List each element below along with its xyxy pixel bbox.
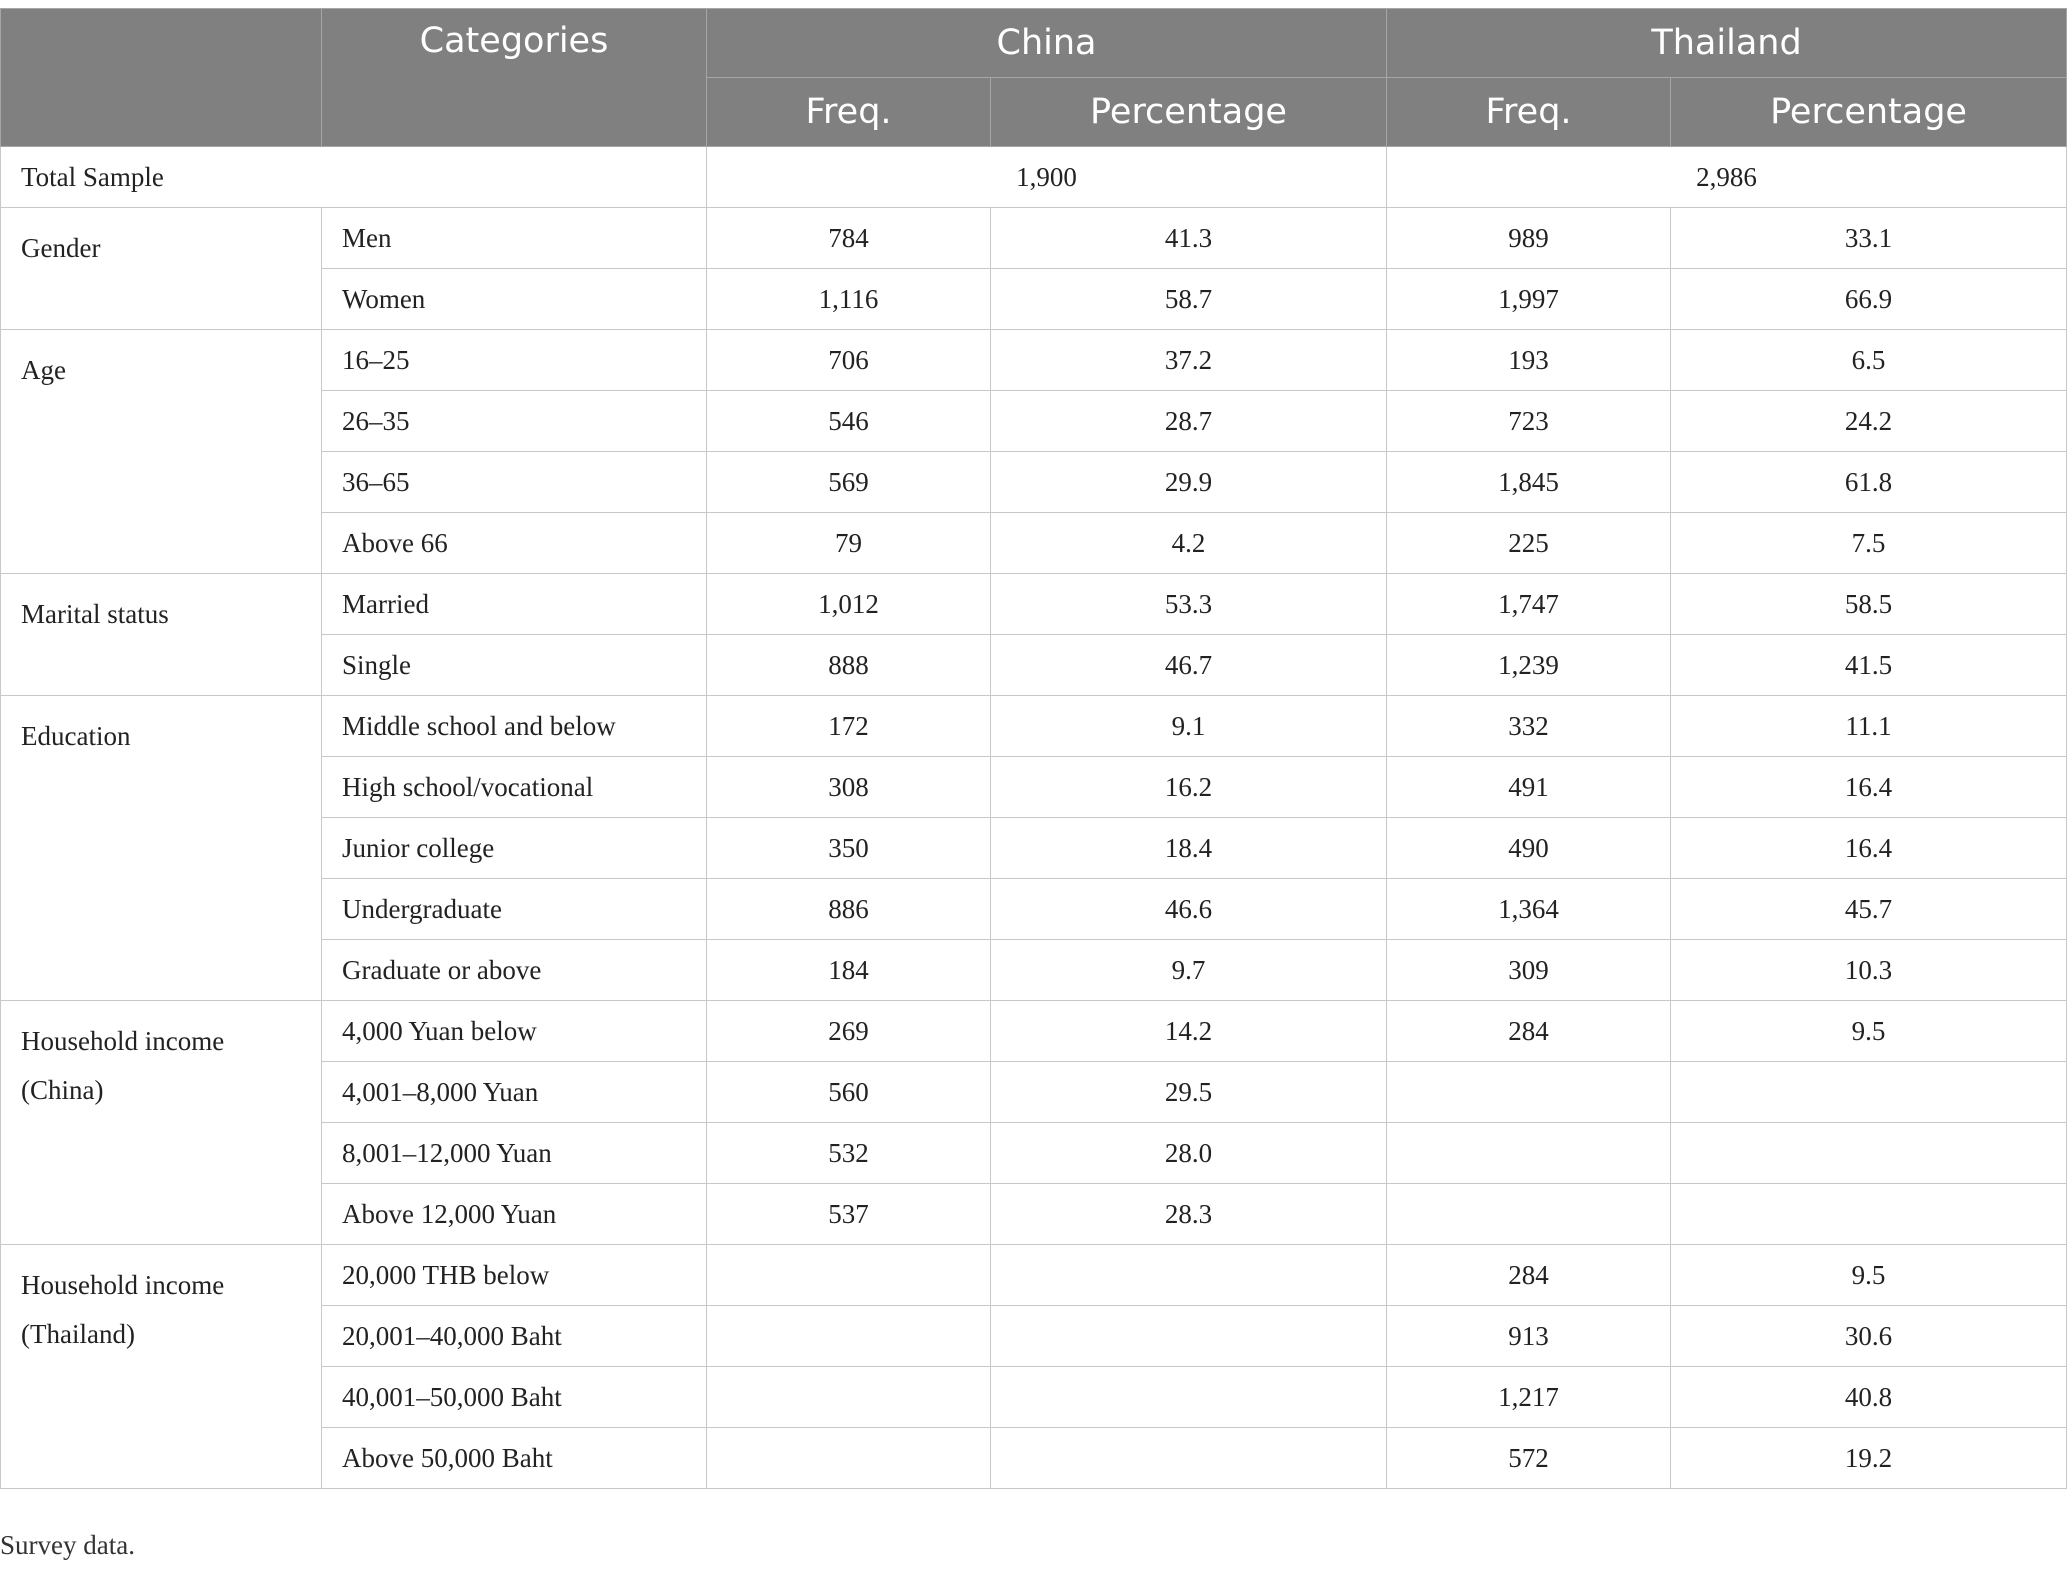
china-percentage-cell bbox=[991, 1245, 1387, 1306]
thailand-freq-cell: 1,845 bbox=[1387, 452, 1671, 513]
header-china-percentage: Percentage bbox=[991, 78, 1387, 147]
category-cell: Above 12,000 Yuan bbox=[322, 1184, 707, 1245]
group-label-line: Gender bbox=[21, 233, 101, 263]
thailand-percentage-cell: 10.3 bbox=[1671, 940, 2067, 1001]
header-blank bbox=[1, 9, 322, 147]
category-cell: Above 66 bbox=[322, 513, 707, 574]
thailand-freq-cell: 284 bbox=[1387, 1001, 1671, 1062]
thailand-freq-cell: 913 bbox=[1387, 1306, 1671, 1367]
thailand-percentage-cell: 16.4 bbox=[1671, 818, 2067, 879]
group-label bbox=[1, 208, 322, 330]
china-freq-cell: 269 bbox=[707, 1001, 991, 1062]
total-sample-thailand: 2,986 bbox=[1387, 147, 2067, 208]
thailand-freq-cell: 491 bbox=[1387, 757, 1671, 818]
china-percentage-cell: 14.2 bbox=[991, 1001, 1387, 1062]
china-percentage-cell bbox=[991, 1367, 1387, 1428]
group-label-line: (China) bbox=[21, 1075, 104, 1105]
category-cell: High school/vocational bbox=[322, 757, 707, 818]
china-percentage-cell: 28.0 bbox=[991, 1123, 1387, 1184]
thailand-percentage-cell bbox=[1671, 1123, 2067, 1184]
category-cell: 26–35 bbox=[322, 391, 707, 452]
thailand-freq-cell: 225 bbox=[1387, 513, 1671, 574]
china-freq-cell: 546 bbox=[707, 391, 991, 452]
china-percentage-cell: 29.5 bbox=[991, 1062, 1387, 1123]
china-percentage-cell bbox=[991, 1428, 1387, 1489]
china-freq-cell: 184 bbox=[707, 940, 991, 1001]
china-freq-cell: 350 bbox=[707, 818, 991, 879]
china-freq-cell: 308 bbox=[707, 757, 991, 818]
thailand-percentage-cell: 11.1 bbox=[1671, 696, 2067, 757]
thailand-freq-cell: 193 bbox=[1387, 330, 1671, 391]
group-label-line: Age bbox=[21, 355, 66, 385]
china-percentage-cell: 46.7 bbox=[991, 635, 1387, 696]
thailand-percentage-cell bbox=[1671, 1062, 2067, 1123]
header-thailand-percentage: Percentage bbox=[1671, 78, 2067, 147]
thailand-freq-cell: 332 bbox=[1387, 696, 1671, 757]
thailand-freq-cell: 723 bbox=[1387, 391, 1671, 452]
china-freq-cell: 1,116 bbox=[707, 269, 991, 330]
thailand-percentage-cell: 6.5 bbox=[1671, 330, 2067, 391]
thailand-freq-cell bbox=[1387, 1123, 1671, 1184]
china-freq-cell bbox=[707, 1428, 991, 1489]
category-cell: 16–25 bbox=[322, 330, 707, 391]
table-page bbox=[0, 8, 2066, 1489]
thailand-percentage-cell: 45.7 bbox=[1671, 879, 2067, 940]
category-cell: Junior college bbox=[322, 818, 707, 879]
china-freq-cell: 888 bbox=[707, 635, 991, 696]
thailand-percentage-cell: 66.9 bbox=[1671, 269, 2067, 330]
china-freq-cell: 532 bbox=[707, 1123, 991, 1184]
china-freq-cell: 886 bbox=[707, 879, 991, 940]
table-row bbox=[1, 1245, 2067, 1306]
category-cell: 4,001–8,000 Yuan bbox=[322, 1062, 707, 1123]
category-cell: Graduate or above bbox=[322, 940, 707, 1001]
total-sample-china: 1,900 bbox=[707, 147, 1387, 208]
table-row bbox=[1, 330, 2067, 391]
table-row-total bbox=[1, 147, 2067, 208]
china-percentage-cell: 41.3 bbox=[991, 208, 1387, 269]
thailand-percentage-cell: 61.8 bbox=[1671, 452, 2067, 513]
china-freq-cell: 706 bbox=[707, 330, 991, 391]
china-freq-cell bbox=[707, 1306, 991, 1367]
group-label-line: Marital status bbox=[21, 599, 169, 629]
thailand-freq-cell: 490 bbox=[1387, 818, 1671, 879]
china-percentage-cell: 37.2 bbox=[991, 330, 1387, 391]
group-label bbox=[1, 330, 322, 574]
group-label bbox=[1, 696, 322, 1001]
category-cell: Women bbox=[322, 269, 707, 330]
thailand-percentage-cell: 24.2 bbox=[1671, 391, 2067, 452]
thailand-percentage-cell: 7.5 bbox=[1671, 513, 2067, 574]
group-label bbox=[1, 1001, 322, 1245]
thailand-percentage-cell: 19.2 bbox=[1671, 1428, 2067, 1489]
category-cell: Middle school and below bbox=[322, 696, 707, 757]
china-freq-cell: 569 bbox=[707, 452, 991, 513]
thailand-freq-cell: 284 bbox=[1387, 1245, 1671, 1306]
thailand-percentage-cell: 58.5 bbox=[1671, 574, 2067, 635]
thailand-freq-cell: 1,747 bbox=[1387, 574, 1671, 635]
thailand-freq-cell: 1,217 bbox=[1387, 1367, 1671, 1428]
group-label bbox=[1, 1245, 322, 1489]
thailand-percentage-cell: 41.5 bbox=[1671, 635, 2067, 696]
category-cell: 20,001–40,000 Baht bbox=[322, 1306, 707, 1367]
category-cell: Married bbox=[322, 574, 707, 635]
header-thailand-freq: Freq. bbox=[1387, 78, 1671, 147]
thailand-percentage-cell: 30.6 bbox=[1671, 1306, 2067, 1367]
china-freq-cell: 537 bbox=[707, 1184, 991, 1245]
header-categories: Categories bbox=[322, 9, 707, 147]
china-freq-cell: 784 bbox=[707, 208, 991, 269]
category-cell: Undergraduate bbox=[322, 879, 707, 940]
china-percentage-cell: 28.7 bbox=[991, 391, 1387, 452]
group-label-line: Household income bbox=[21, 1026, 225, 1056]
china-freq-cell bbox=[707, 1245, 991, 1306]
table-row bbox=[1, 696, 2067, 757]
thailand-percentage-cell: 9.5 bbox=[1671, 1001, 2067, 1062]
thailand-freq-cell: 1,997 bbox=[1387, 269, 1671, 330]
table-row bbox=[1, 574, 2067, 635]
header-china: China bbox=[707, 9, 1387, 78]
demographics-table bbox=[0, 8, 2067, 1489]
china-percentage-cell: 9.1 bbox=[991, 696, 1387, 757]
category-cell: 36–65 bbox=[322, 452, 707, 513]
category-cell: 4,000 Yuan below bbox=[322, 1001, 707, 1062]
category-cell: Single bbox=[322, 635, 707, 696]
thailand-percentage-cell: 16.4 bbox=[1671, 757, 2067, 818]
thailand-freq-cell: 309 bbox=[1387, 940, 1671, 1001]
china-freq-cell bbox=[707, 1367, 991, 1428]
thailand-percentage-cell: 9.5 bbox=[1671, 1245, 2067, 1306]
category-cell: 40,001–50,000 Baht bbox=[322, 1367, 707, 1428]
header-thailand: Thailand bbox=[1387, 9, 2067, 78]
thailand-percentage-cell: 33.1 bbox=[1671, 208, 2067, 269]
header-china-freq: Freq. bbox=[707, 78, 991, 147]
group-label bbox=[1, 574, 322, 696]
china-percentage-cell: 53.3 bbox=[991, 574, 1387, 635]
category-cell: Above 50,000 Baht bbox=[322, 1428, 707, 1489]
thailand-freq-cell: 572 bbox=[1387, 1428, 1671, 1489]
group-label-line: (Thailand) bbox=[21, 1319, 135, 1349]
china-freq-cell: 1,012 bbox=[707, 574, 991, 635]
group-label-line: Education bbox=[21, 721, 131, 751]
china-percentage-cell: 9.7 bbox=[991, 940, 1387, 1001]
thailand-percentage-cell: 40.8 bbox=[1671, 1367, 2067, 1428]
china-percentage-cell: 29.9 bbox=[991, 452, 1387, 513]
table-row bbox=[1, 208, 2067, 269]
thailand-freq-cell bbox=[1387, 1184, 1671, 1245]
china-percentage-cell bbox=[991, 1306, 1387, 1367]
table-body bbox=[1, 147, 2067, 1489]
group-label-line: Household income bbox=[21, 1270, 225, 1300]
china-percentage-cell: 18.4 bbox=[991, 818, 1387, 879]
table-footnote: Survey data. bbox=[0, 1530, 135, 1560]
category-cell: Men bbox=[322, 208, 707, 269]
thailand-freq-cell: 989 bbox=[1387, 208, 1671, 269]
category-cell: 8,001–12,000 Yuan bbox=[322, 1123, 707, 1184]
china-percentage-cell: 16.2 bbox=[991, 757, 1387, 818]
thailand-freq-cell: 1,364 bbox=[1387, 879, 1671, 940]
thailand-percentage-cell bbox=[1671, 1184, 2067, 1245]
china-percentage-cell: 58.7 bbox=[991, 269, 1387, 330]
china-percentage-cell: 46.6 bbox=[991, 879, 1387, 940]
thailand-freq-cell bbox=[1387, 1062, 1671, 1123]
table-row bbox=[1, 1001, 2067, 1062]
thailand-freq-cell: 1,239 bbox=[1387, 635, 1671, 696]
china-freq-cell: 79 bbox=[707, 513, 991, 574]
china-freq-cell: 560 bbox=[707, 1062, 991, 1123]
china-freq-cell: 172 bbox=[707, 696, 991, 757]
table-header bbox=[1, 9, 2067, 147]
china-percentage-cell: 4.2 bbox=[991, 513, 1387, 574]
total-sample-label: Total Sample bbox=[1, 147, 707, 208]
china-percentage-cell: 28.3 bbox=[991, 1184, 1387, 1245]
category-cell: 20,000 THB below bbox=[322, 1245, 707, 1306]
